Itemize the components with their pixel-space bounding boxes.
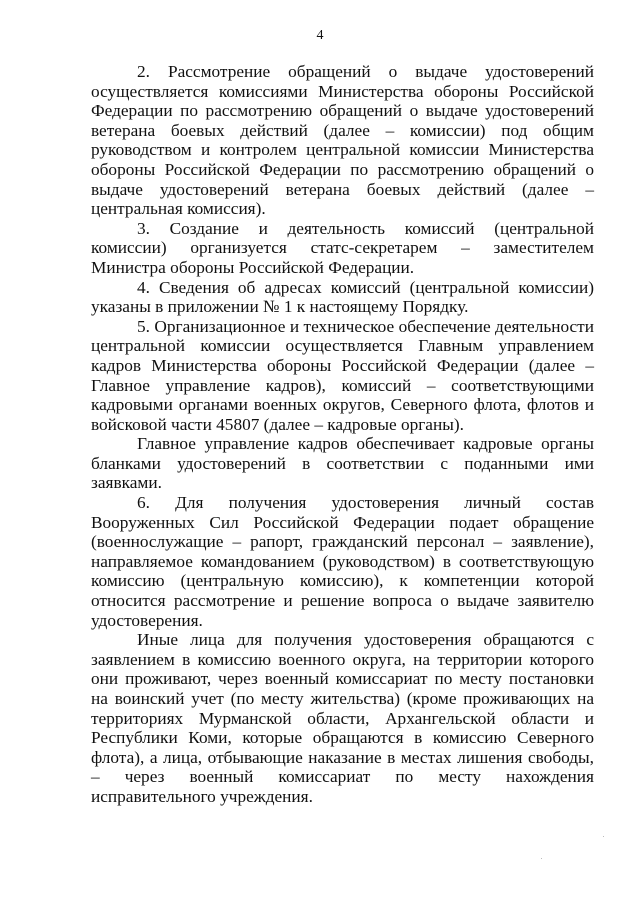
paragraph-5-continued: Главное управление кадров обеспечивает кадровые органы бланками удостоверений в соответствии с поданными ими заявками.	[91, 434, 594, 493]
scan-speck	[541, 858, 542, 859]
paragraph-6: 6. Для получения удостоверения личный состав Вооруженных Сил Российской Федерации подает обращение (военнослужащие – рапорт, гражданский персонал – заявление), направляемое командованием (руководством) в соответствующую комиссию (центральную комиссию), к компетенции которой относится рассмотрение и решение вопроса о выдаче заявителю удостоверения.	[91, 493, 594, 630]
paragraph-3: 3. Создание и деятельность комиссий (центральной комиссии) организуется статс-секретарем – заместителем Министра обороны Российской Федерации.	[91, 218, 594, 277]
paragraph-2: 2. Рассмотрение обращений о выдаче удостоверений осуществляется комиссиями Министерства обороны Российской Федерации по рассмотрению обращений о выдаче удостоверений ветерана боевых действий (далее – комиссии) под общим руководством и контролем центральной комиссии Министерства обороны Российской Федерации по рассмотрению обращений о выдаче удостоверений ветерана боевых действий (далее – центральная комиссия).	[91, 62, 594, 219]
paragraph-4: 4. Сведения об адресах комиссий (центральной комиссии) указаны в приложении № 1 к настоящему Порядку.	[91, 277, 594, 317]
document-body	[91, 62, 594, 807]
paragraph-6-continued: Иные лица для получения удостоверения обращаются с заявлением в комиссию военного округа, на территории которого они проживают, через военный комиссариат по месту постановки на воинский учет (по месту жительства) (кроме проживающих на территориях Мурманской области, Архангельской области и Республики Коми, которые обращаются в комиссию Северного флота), а лица, отбывающие наказание в местах лишения свободы, – через военный комиссариат по месту нахождения исправительного учреждения.	[91, 630, 594, 806]
scan-speck	[603, 836, 604, 837]
page-number: 4	[316, 28, 324, 43]
paragraph-5: 5. Организационное и техническое обеспечение деятельности центральной комиссии осуществляется Главным управлением кадров Министерства обороны Российской Федерации (далее – Главное управление кадров), комиссий – соответствующими кадровыми органами военных округов, Северного флота, флотов и войсковой части 45807 (далее – кадровые органы).	[91, 316, 594, 434]
